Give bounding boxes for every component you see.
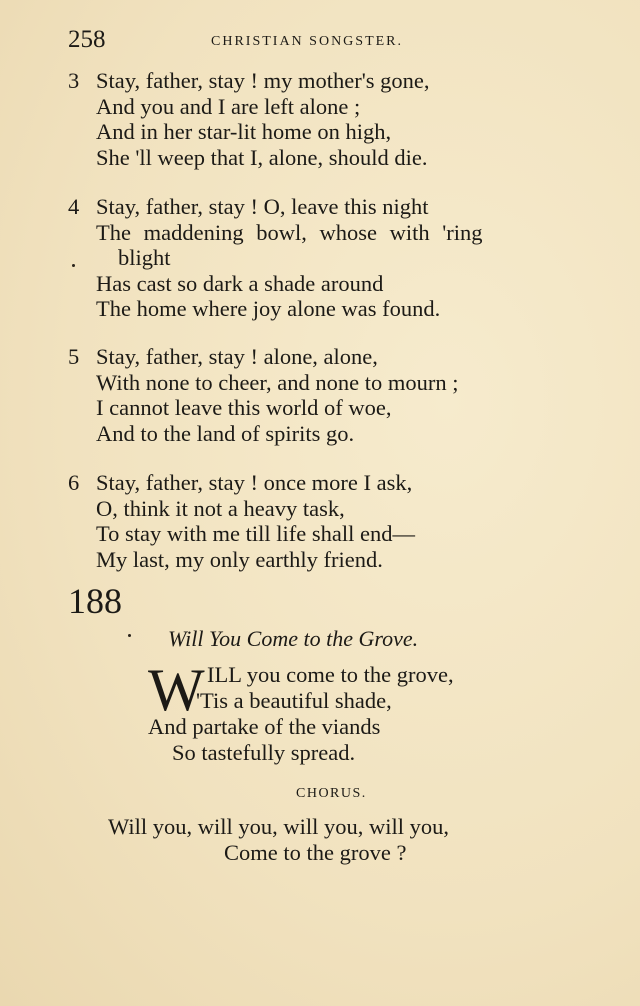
verse-line: 5 Stay, father, stay ! alone, alone, (68, 344, 378, 369)
verse-line: 3 Stay, father, stay ! my mother's gone, (68, 68, 430, 93)
verse-line: She 'll weep that I, alone, should die. (96, 144, 428, 170)
chorus-label: CHORUS. (296, 786, 367, 801)
chorus-line: Will you, will you, will you, will you, (108, 814, 449, 839)
verse-5 (68, 344, 613, 446)
verse-line: blight (118, 245, 171, 270)
page-number: 258 (68, 26, 106, 53)
verse-line: I cannot leave this world of woe, (96, 395, 392, 420)
chorus-line: Come to the grove ? (224, 840, 407, 865)
hymn-line: So tastefully spread. (172, 740, 356, 765)
hymn-line: And partake of the viands (148, 714, 381, 739)
hymn-number: 188 (68, 581, 122, 621)
hymn-line: ILL you come to the grove, (207, 662, 454, 687)
verse-6 (68, 470, 613, 572)
verse-line: Has cast so dark a shade around (96, 270, 384, 296)
verse-line: And you and I are left alone ; (96, 93, 361, 119)
verse-line: The home where joy alone was found. (96, 296, 441, 321)
verse-line: And to the land of spirits go. (96, 420, 355, 446)
verse-number: 5 (68, 344, 80, 369)
verse-line: The maddening bowl, whose with 'ring (96, 219, 483, 245)
verse-line: And in her star-lit home on high, (96, 119, 392, 144)
verse-line: O, think it not a heavy task, (96, 495, 345, 521)
verse-line: With none to cheer, and none to mourn ; (96, 369, 459, 395)
page-header (68, 26, 568, 56)
hymn-title: Will You Come to the Grove. (168, 626, 419, 651)
verse-line: 6 Stay, father, stay ! once more I ask, (68, 470, 413, 495)
running-head: CHRISTIAN SONGSTER. (211, 34, 404, 49)
verse-line: 4 Stay, father, stay ! O, leave this night (68, 194, 429, 219)
verse-3 (68, 68, 613, 170)
verse-4 (68, 194, 613, 322)
verse-line: My last, my only earthly friend. (96, 546, 383, 572)
hymn-line: 'Tis a beautiful shade, (196, 688, 392, 713)
verse-number: 6 (68, 470, 80, 495)
drop-cap: W (148, 657, 205, 723)
verse-number: 4 (68, 194, 80, 219)
verse-number: 3 (68, 68, 80, 93)
ink-speck (128, 634, 131, 637)
verse-line: To stay with me till life shall end— (96, 521, 415, 546)
ink-speck (72, 264, 75, 267)
